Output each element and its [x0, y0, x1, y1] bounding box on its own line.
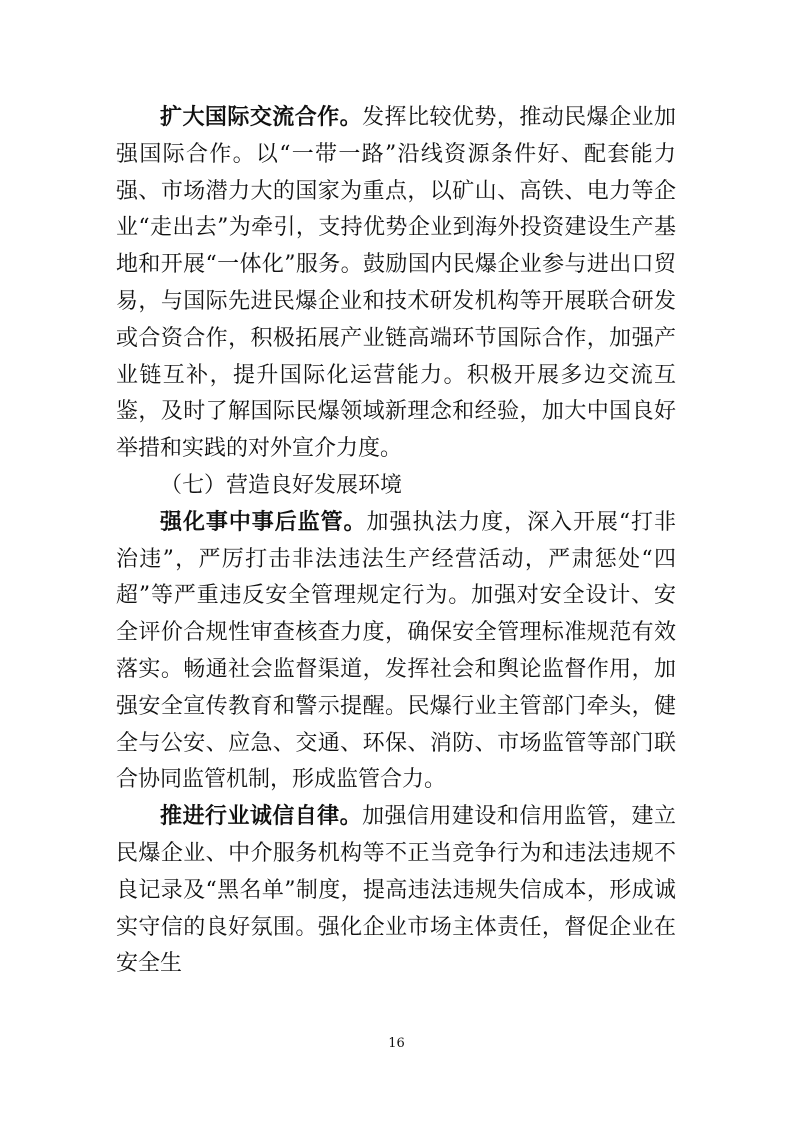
paragraph-body: 加强执法力度，深入开展“打非治违”，严厉打击非法违法生产经营活动，严肃惩处“四超”等严重违反安全管理规定行为。加强对安全设计、安全评价合规性审查核查力度，确保安全管理标准规范有效落实。畅通社会监督渠道，发挥社会和舆论监督作用，加强安全宣传教育和警示提醒。民爆行业主管部门牵头，健全与公安、应急、交通、环保、消防、市场监管等部门联合协同监管机制，形成监管合力。 — [116, 509, 676, 793]
paragraph-lead: 推进行业诚信自律。 — [160, 804, 363, 830]
paragraph-lead: 强化事中事后监管。 — [160, 509, 367, 535]
paragraph-integrity — [116, 799, 676, 983]
page-number: 16 — [388, 1036, 405, 1051]
paragraph-body: 发挥比较优势，推动民爆企业加强国际合作。以“一带一路”沿线资源条件好、配套能力强、市场潜力大的国家为重点，以矿山、高铁、电力等企业“走出去”为牵引，支持优势企业到海外投资建设生产基地和开展“一体化”服务。鼓励国内民爆企业参与进出口贸易，与国际先进民爆企业和技术研发机构等开展联合研发或合资合作，积极拓展产业链高端环节国际合作，加强产业链互补，提升国际化运营能力。积极开展多边交流互鉴，及时了解国际民爆领域新理念和经验，加大中国良好举措和实践的对外宣介力度。 — [116, 105, 676, 462]
body-text — [116, 100, 676, 983]
paragraph-body: 加强信用建设和信用监管，建立民爆企业、中介服务机构等不正当竞争行为和违法违规不良记录及“黑名单”制度，提高违法违规失信成本，形成诚实守信的良好氛围。强化企业市场主体责任，督促企业在安全生 — [116, 804, 676, 977]
section-heading: （七）营造良好发展环境 — [160, 472, 403, 498]
paragraph-international-cooperation — [116, 100, 676, 468]
paragraph-supervision — [116, 505, 676, 799]
paragraph-lead: 扩大国际交流合作。 — [160, 105, 363, 130]
